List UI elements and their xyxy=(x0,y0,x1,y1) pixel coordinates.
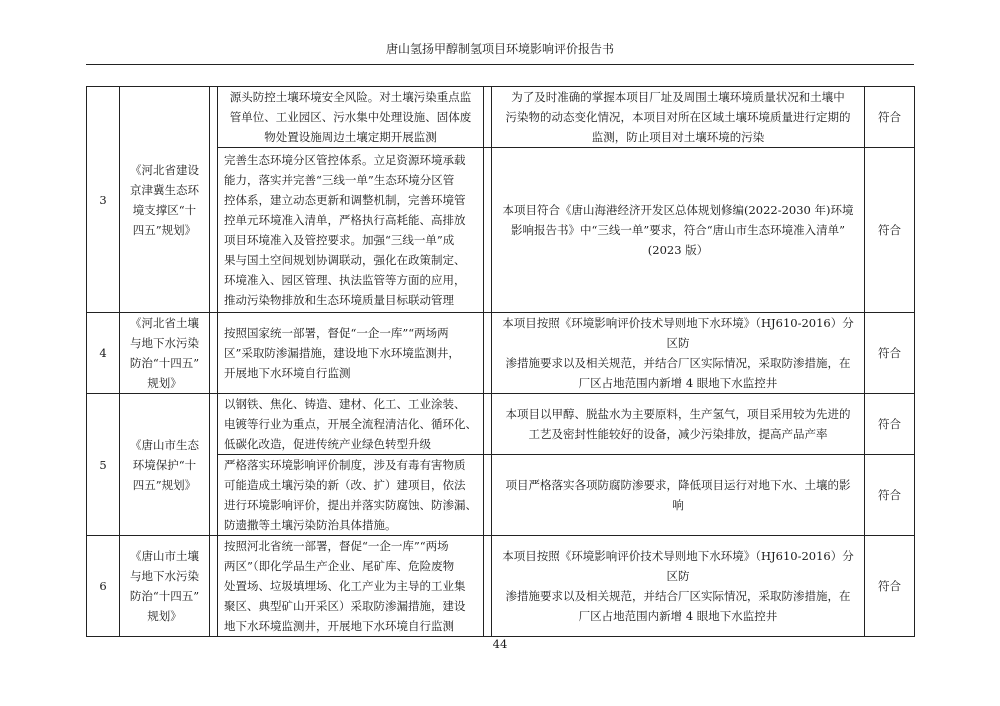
plan-name: 《河北省建设 京津冀生态环 境支撑区“十 四五”规划》 xyxy=(120,87,210,313)
plan-name: 《唐山市土壤 与地下水污染 防治“十四五” 规划》 xyxy=(120,536,210,637)
row-number: 5 xyxy=(87,394,120,536)
policy-measure: 完善生态环境分区管控体系。立足资源环境承载 能力，落实并完善“三线一单”生态环境分区管 控体系，建立动态更新和调整机制，完善环境管 控单元环境准入清单，严格执行高耗能、高排放 项目环境准入及管控要求。加强“三线一单”成 果与国土空间规划协调联动，强化在政策制定、 环境准入、园区管理、执法监管等方面的应用， 推动污染物排放和生态环境质量目标联动管理 xyxy=(218,148,484,313)
project-status: 本项目按照《环境影响评价技术导则地下水环境》（HJ610-2016）分区防 渗措施要求以及相关规范，并结合厂区实际情况，采取防渗措施，在 厂区占地范围内新增 4 眼地下水监控井 xyxy=(492,313,865,394)
table-row xyxy=(87,536,915,637)
conformity-cell: 符合 xyxy=(865,313,915,394)
policy-measure: 严格落实环境影响评价制度，涉及有毒有害物质 可能造成土壤污染的新（改、扩）建项目，依法 进行环境影响评价，提出并落实防腐蚀、防渗漏、 防遗撒等土壤污染防治具体措施。 xyxy=(218,455,484,536)
project-status: 为了及时准确的掌握本项目厂址及周围土壤环境质量状况和土壤中 污染物的动态变化情况，本项目对所在区域土壤环境质量进行定期的 监测，防止项目对土壤环境的污染 xyxy=(492,87,865,148)
table-row xyxy=(87,87,915,148)
plan-name: 《唐山市生态 环境保护“十 四五”规划》 xyxy=(120,394,210,536)
table-row xyxy=(87,394,915,455)
conformity-cell: 符合 xyxy=(865,536,915,637)
document-title: 唐山氢扬甲醇制氢项目环境影响评价报告书 xyxy=(385,42,614,56)
policy-measure: 按照河北省统一部署，督促“一企一库”“两场 两区”（即化学品生产企业、尾矿库、危险废物 处置场、垃圾填埋场、化工产业为主导的工业集 聚区、典型矿山开采区）采取防渗漏措施，建设 地下水环境监测井，开展地下水环境自行监测 xyxy=(218,536,484,637)
plan-name: 《河北省土壤 与地下水污染 防治“十四五” 规划》 xyxy=(120,313,210,394)
policy-measure: 按照国家统一部署，督促“一企一库”“两场两 区”采取防渗漏措施，建设地下水环境监测井， 开展地下水环境自行监测 xyxy=(218,313,484,394)
project-status: 本项目符合《唐山海港经济开发区总体规划修编(2022-2030 年)环境 影响报告书》中“三线一单”要求，符合“唐山市生态环境准入清单” (2023 版） xyxy=(492,148,865,313)
policy-measure: 源头防控土壤环境安全风险。对土壤污染重点监 管单位、工业园区、污水集中处理设施、固体废 物处置设施周边土壤定期开展监测 xyxy=(218,87,484,148)
page-number: 44 xyxy=(492,637,508,651)
row-number: 3 xyxy=(87,87,120,313)
project-status: 项目严格落实各项防腐防渗要求，降低项目运行对地下水、土壤的影 响 xyxy=(492,455,865,536)
project-status: 本项目以甲醇、脱盐水为主要原料，生产氢气，项目采用较为先进的 工艺及密封性能较好的设备，减少污染排放，提高产品产率 xyxy=(492,394,865,455)
policy-measure: 以钢铁、焦化、铸造、建材、化工、工业涂装、 电镀等行业为重点，开展全流程清洁化、循环化、 低碳化改造，促进传统产业绿色转型升级 xyxy=(218,394,484,455)
row-number: 4 xyxy=(87,313,120,394)
project-status: 本项目按照《环境影响评价技术导则地下水环境》（HJ610-2016）分区防 渗措施要求以及相关规范，并结合厂区实际情况，采取防渗措施，在 厂区占地范围内新增 4 眼地下水监控井 xyxy=(492,536,865,637)
row-number: 6 xyxy=(87,536,120,637)
table-row xyxy=(87,313,915,394)
page-header xyxy=(86,38,914,65)
conformity-cell: 符合 xyxy=(865,394,915,455)
conformity-cell: 符合 xyxy=(865,87,915,148)
compliance-table xyxy=(86,86,915,637)
conformity-cell: 符合 xyxy=(865,148,915,313)
conformity-cell: 符合 xyxy=(865,455,915,536)
